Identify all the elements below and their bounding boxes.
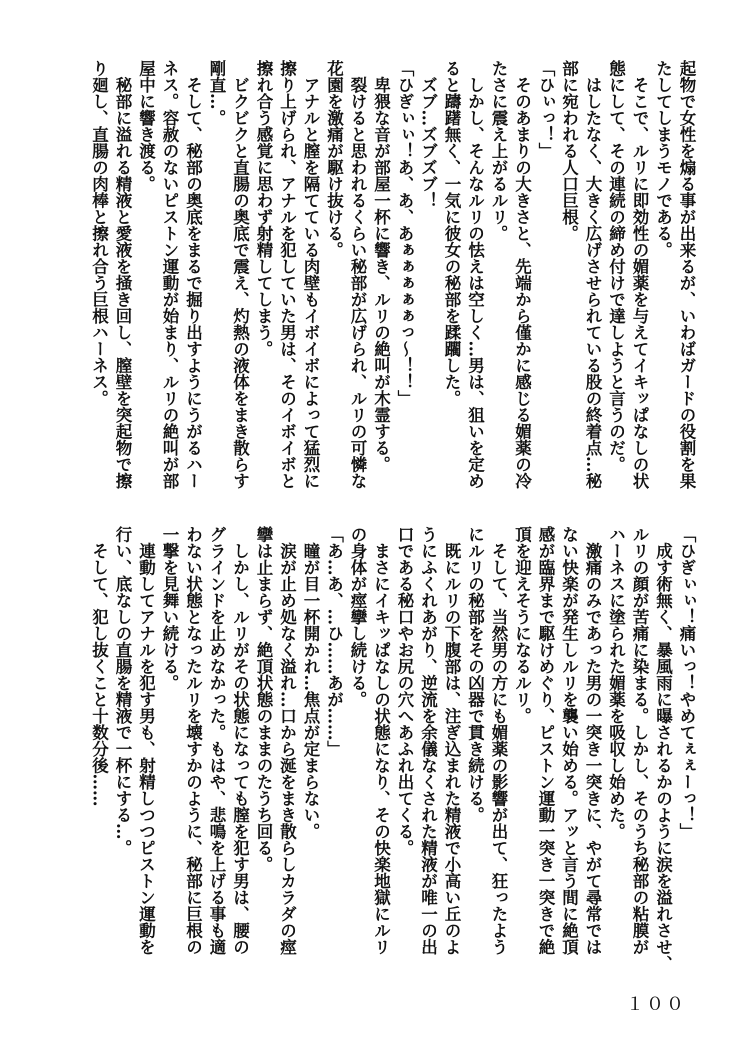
text-line: そこで、ルリに即効性の媚薬を与えてイキッぱなしの状 (630, 60, 649, 489)
text-line: 攣は止まらず、絶頂状態のままのたうち回る。 (254, 526, 273, 873)
text-line: ネス。容赦のないピストン運動が始まり、ルリの絶叫が部 (160, 60, 179, 489)
text-line: 口である秘口やお尻の穴へあふれ出てくる。 (395, 526, 414, 856)
text-line: そして、秘部の奥底をまるで掘り出すようにうがるハー (183, 60, 203, 489)
text-line: 激痛のみであった男の一突き一突きに、やがて尋常では (583, 526, 602, 955)
text-line: わない状態となったルリを壊すかのように、秘部に巨根の (183, 526, 203, 955)
text-line: うにふくれあがり、逆流を余儀なくされた精液が唯一の出 (418, 526, 438, 955)
text-block-top (78, 60, 698, 512)
text-line: ルリの顔が苦痛に染まる。しかし、そのうち秘部の粘膜が (630, 526, 649, 955)
text-line: 卑猥な音が部屋一杯に響き、ルリの絶叫が木霊する。 (371, 60, 391, 473)
text-line: 行い、底なしの直腸を精液で一杯にする…。 (113, 526, 132, 856)
text-line: 裂けると思われるくらい秘部が広げられ、ルリの可憐な (348, 60, 367, 489)
text-line: にルリの秘部をその凶器で貫き続ける。 (465, 526, 485, 823)
text-line: 擦り上げられ、アナルを犯していた男は、そのイボイボと (277, 60, 297, 489)
text-line: の身体が痙攣し続ける。 (348, 526, 367, 708)
text-line: 屋中に響き渡る。 (136, 60, 156, 192)
text-line: 花園を激痛が駆け抜ける。 (324, 60, 344, 258)
text-line: 部に宛われる人口巨根。 (559, 60, 579, 242)
text-line: 頂を迎えそうになるルリ。 (512, 526, 532, 724)
text-line: り廻し、直腸の肉棒と擦れ合う巨根ハーネス。 (89, 60, 109, 407)
text-line: ると躊躇無く、一気に彼女の秘部を蹂躙した。 (442, 60, 461, 407)
text-line: 涙が止め処なく溢れ…口から涎をまき散らしカラダの痙 (277, 526, 297, 955)
text-line: 起物で女性を煽る事が出来るが、いわばガードの役割を果 (677, 60, 696, 489)
text-line: グラインドを止めなかった。もはや、悲鳴を上げる事も適 (207, 526, 226, 955)
text-block-bottom (78, 526, 698, 978)
text-line: しかし、ルリがその状態になっても膣を犯す男は、腰の (230, 526, 250, 955)
text-line: そして、当然男の方にも媚薬の影響が出て、狂ったよう (489, 526, 508, 955)
text-line: たしてしまうモノである。 (653, 60, 673, 258)
text-line: 秘部に溢れる精液と愛液を掻き回し、膣壁を突起物で擦 (113, 60, 132, 489)
text-line: ハーネスに塗られた媚薬を吸収し始めた。 (606, 526, 626, 840)
text-line: アナルと膣を隔てている肉壁もイボイボによって猛烈に (301, 60, 320, 489)
text-line: 一撃を見舞い続ける。 (160, 526, 179, 691)
text-line: そして、犯し抜くこと十数分後…… (89, 526, 109, 807)
text-line: 連動してアナルを犯す男も、射精しつつピストン運動を (136, 526, 156, 955)
text-line: 剛直…。 (207, 60, 226, 126)
text-line: しかし、そんなルリの怯えは空しく…男は、狙いを定め (465, 60, 485, 489)
text-line: たさに震え上がるルリ。 (489, 60, 508, 242)
text-line: 態にして、その連続の締め付けで達しようと言うのだ。 (606, 60, 626, 473)
text-line: 感が臨界まで駆けめぐり、ピストン運動一突き一突きで絶 (536, 526, 555, 955)
text-line: ない快楽が発生しルリを襲い始める。アッと言う間に絶頂 (559, 526, 579, 955)
text-line: 擦れ合う感覚に思わず射精してしまう。 (254, 60, 273, 357)
text-line: はしたなく、大きく広げさせられている股の終着点…秘 (583, 60, 602, 489)
text-line: 「あ…あ、…ひ……あが……」 (324, 526, 344, 757)
text-line: 瞳が目一杯開かれ…焦点が定まらない。 (301, 526, 320, 840)
page-number: １００ (626, 994, 686, 1015)
text-line: そのあまりの大きさと、先端から僅かに感じる媚薬の冷 (512, 60, 532, 489)
text-line: 「ひぎぃぃ！痛いっ！やめてぇぇーっ！」 (677, 526, 696, 840)
text-line: ビクビクと直腸の奥底で震え、灼熱の液体をまき散らす (230, 60, 250, 489)
text-line: 既にルリの下腹部は、注ぎ込まれた精液で小高い丘のよ (442, 526, 461, 955)
text-line: まさにイキッぱなしの状態になり、その快楽地獄にルリ (371, 526, 391, 955)
text-line: ズブ…ズブズブ！ (418, 60, 438, 209)
text-line: 成す術無く、暴風雨に曝されるかのように涙を溢れさせ、 (653, 526, 673, 972)
text-line: 「ひぃっ！」 (536, 60, 555, 159)
text-line: 「ひぎぃぃ！あ、あ、あぁぁぁぁぁっ～！！」 (395, 60, 414, 407)
